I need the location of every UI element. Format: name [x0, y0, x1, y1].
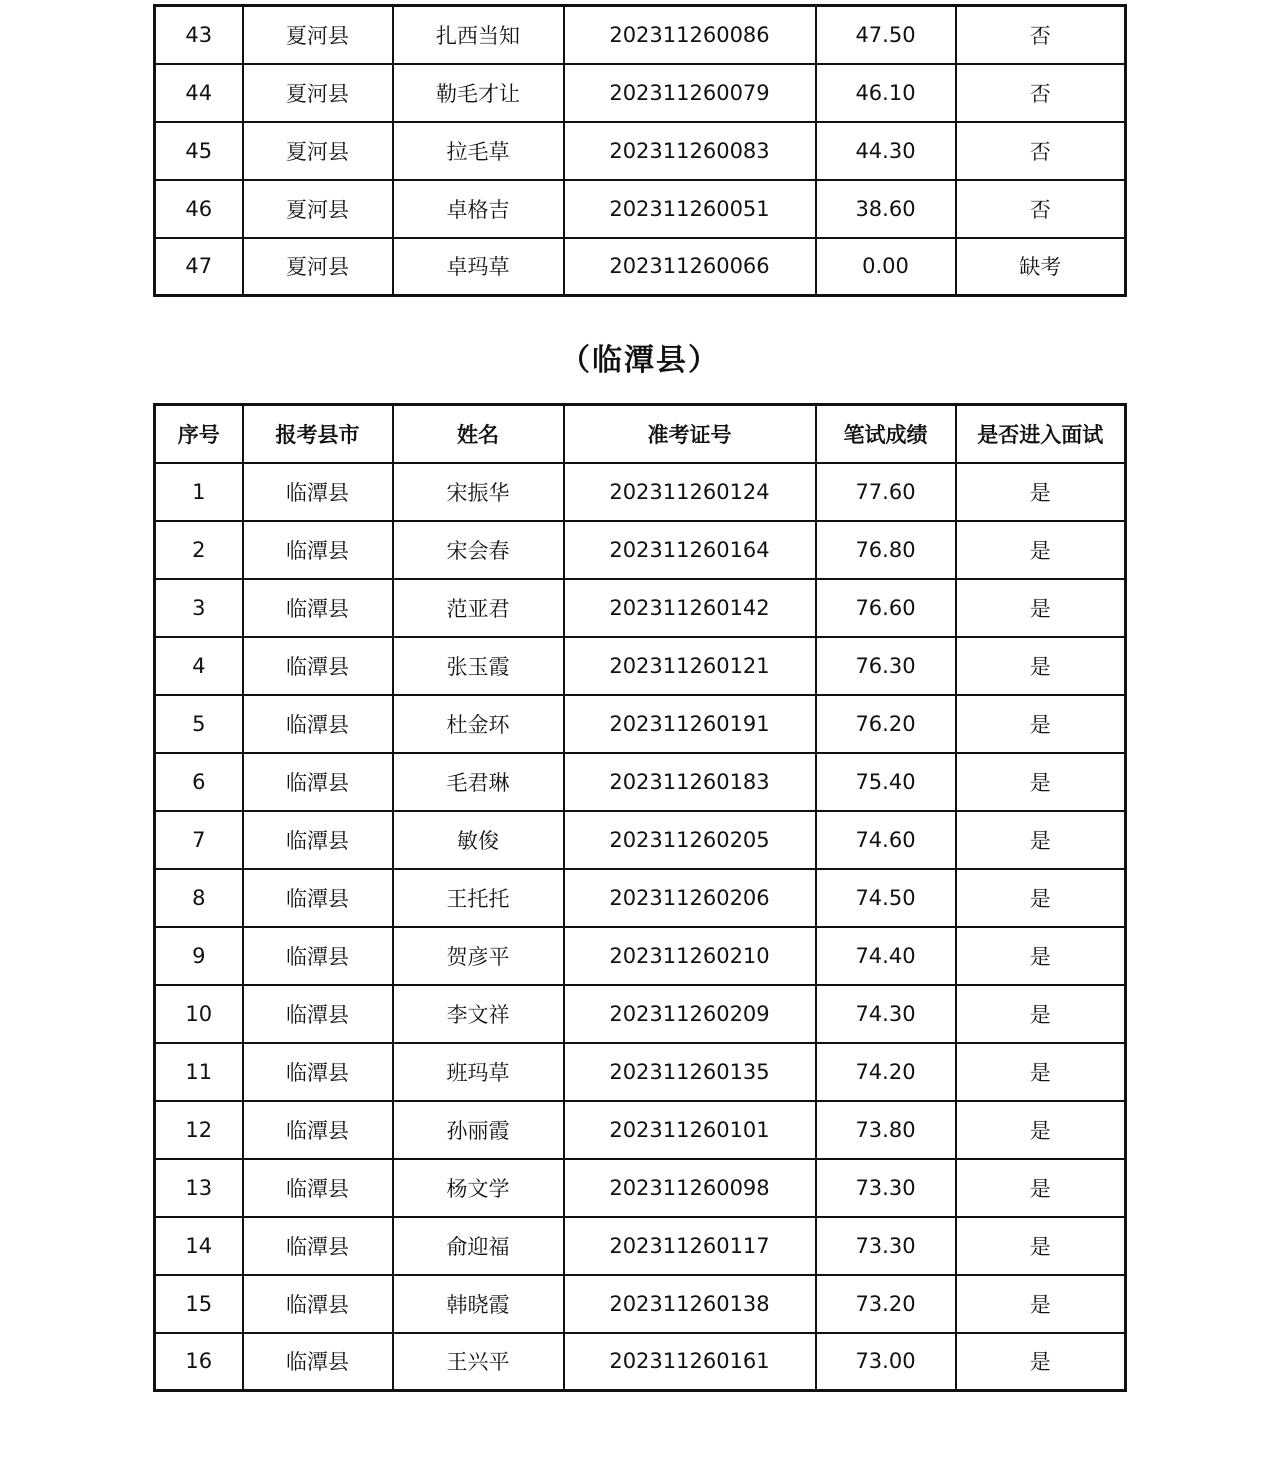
cell-score: 76.80 — [816, 521, 956, 579]
cell-name: 扎西当知 — [393, 6, 564, 64]
cell-county: 夏河县 — [243, 180, 393, 238]
cell-interview: 是 — [956, 1217, 1126, 1275]
cell-interview: 否 — [956, 180, 1126, 238]
cell-interview: 是 — [956, 1043, 1126, 1101]
table-row — [155, 695, 1126, 753]
cell-county: 临潭县 — [243, 1043, 393, 1101]
cell-name: 王兴平 — [393, 1333, 564, 1391]
cell-no: 4 — [155, 637, 243, 695]
cell-score: 76.20 — [816, 695, 956, 753]
cell-name: 勒毛才让 — [393, 64, 564, 122]
cell-exam-id: 202311260138 — [564, 1275, 816, 1333]
cell-exam-id: 202311260161 — [564, 1333, 816, 1391]
cell-county: 临潭县 — [243, 1159, 393, 1217]
cell-exam-id: 202311260083 — [564, 122, 816, 180]
cell-exam-id: 202311260205 — [564, 811, 816, 869]
cell-no: 5 — [155, 695, 243, 753]
cell-exam-id: 202311260183 — [564, 753, 816, 811]
table-row — [155, 6, 1126, 64]
cell-interview: 是 — [956, 1275, 1126, 1333]
cell-name: 宋振华 — [393, 463, 564, 521]
header-score: 笔试成绩 — [816, 405, 956, 463]
cell-no: 9 — [155, 927, 243, 985]
cell-name: 李文祥 — [393, 985, 564, 1043]
cell-score: 74.60 — [816, 811, 956, 869]
cell-interview: 是 — [956, 985, 1126, 1043]
table-row — [155, 180, 1126, 238]
cell-name: 孙丽霞 — [393, 1101, 564, 1159]
score-table-lintan-body — [155, 463, 1126, 1391]
cell-county: 临潭县 — [243, 521, 393, 579]
cell-no: 46 — [155, 180, 243, 238]
cell-no: 7 — [155, 811, 243, 869]
cell-no: 12 — [155, 1101, 243, 1159]
cell-no: 43 — [155, 6, 243, 64]
cell-name: 毛君琳 — [393, 753, 564, 811]
cell-interview: 否 — [956, 64, 1126, 122]
cell-county: 临潭县 — [243, 753, 393, 811]
cell-interview: 是 — [956, 753, 1126, 811]
cell-name: 杜金环 — [393, 695, 564, 753]
table-row — [155, 1159, 1126, 1217]
cell-interview: 缺考 — [956, 238, 1126, 296]
cell-exam-id: 202311260051 — [564, 180, 816, 238]
cell-no: 44 — [155, 64, 243, 122]
cell-exam-id: 202311260079 — [564, 64, 816, 122]
cell-name: 卓格吉 — [393, 180, 564, 238]
cell-score: 74.50 — [816, 869, 956, 927]
cell-county: 临潭县 — [243, 927, 393, 985]
cell-no: 6 — [155, 753, 243, 811]
cell-exam-id: 202311260191 — [564, 695, 816, 753]
cell-no: 10 — [155, 985, 243, 1043]
header-interview: 是否进入面试 — [956, 405, 1126, 463]
cell-name: 张玉霞 — [393, 637, 564, 695]
score-table-lintan — [153, 403, 1127, 1392]
cell-exam-id: 202311260098 — [564, 1159, 816, 1217]
cell-name: 拉毛草 — [393, 122, 564, 180]
cell-interview: 否 — [956, 6, 1126, 64]
cell-score: 46.10 — [816, 64, 956, 122]
table-row — [155, 1043, 1126, 1101]
cell-interview: 是 — [956, 1333, 1126, 1391]
table-row — [155, 985, 1126, 1043]
cell-score: 76.60 — [816, 579, 956, 637]
cell-county: 临潭县 — [243, 1275, 393, 1333]
cell-no: 3 — [155, 579, 243, 637]
cell-exam-id: 202311260210 — [564, 927, 816, 985]
cell-no: 15 — [155, 1275, 243, 1333]
cell-no: 14 — [155, 1217, 243, 1275]
table-row — [155, 1217, 1126, 1275]
table-row — [155, 579, 1126, 637]
cell-county: 临潭县 — [243, 463, 393, 521]
cell-no: 8 — [155, 869, 243, 927]
cell-county: 临潭县 — [243, 1101, 393, 1159]
cell-score: 74.40 — [816, 927, 956, 985]
cell-score: 73.80 — [816, 1101, 956, 1159]
score-table-xiahe-body — [155, 6, 1126, 296]
cell-score: 73.20 — [816, 1275, 956, 1333]
table-row — [155, 811, 1126, 869]
header-exam-id: 准考证号 — [564, 405, 816, 463]
cell-county: 临潭县 — [243, 579, 393, 637]
cell-score: 74.20 — [816, 1043, 956, 1101]
cell-exam-id: 202311260086 — [564, 6, 816, 64]
cell-county: 临潭县 — [243, 1333, 393, 1391]
cell-county: 临潭县 — [243, 985, 393, 1043]
table-row — [155, 637, 1126, 695]
cell-county: 夏河县 — [243, 64, 393, 122]
cell-interview: 是 — [956, 869, 1126, 927]
cell-interview: 是 — [956, 463, 1126, 521]
cell-no: 45 — [155, 122, 243, 180]
header-name: 姓名 — [393, 405, 564, 463]
cell-county: 临潭县 — [243, 1217, 393, 1275]
cell-no: 11 — [155, 1043, 243, 1101]
cell-county: 夏河县 — [243, 6, 393, 64]
cell-score: 47.50 — [816, 6, 956, 64]
cell-interview: 否 — [956, 122, 1126, 180]
table-row — [155, 122, 1126, 180]
cell-no: 2 — [155, 521, 243, 579]
cell-no: 16 — [155, 1333, 243, 1391]
cell-name: 宋会春 — [393, 521, 564, 579]
cell-no: 47 — [155, 238, 243, 296]
table-row — [155, 521, 1126, 579]
cell-interview: 是 — [956, 695, 1126, 753]
cell-score: 73.30 — [816, 1159, 956, 1217]
cell-name: 杨文学 — [393, 1159, 564, 1217]
cell-name: 俞迎福 — [393, 1217, 564, 1275]
table-row — [155, 1275, 1126, 1333]
table-row — [155, 869, 1126, 927]
cell-interview: 是 — [956, 579, 1126, 637]
cell-exam-id: 202311260209 — [564, 985, 816, 1043]
cell-county: 夏河县 — [243, 238, 393, 296]
table-row — [155, 238, 1126, 296]
cell-exam-id: 202311260135 — [564, 1043, 816, 1101]
cell-interview: 是 — [956, 1101, 1126, 1159]
cell-score: 44.30 — [816, 122, 956, 180]
cell-exam-id: 202311260117 — [564, 1217, 816, 1275]
cell-score: 76.30 — [816, 637, 956, 695]
cell-county: 临潭县 — [243, 695, 393, 753]
cell-exam-id: 202311260206 — [564, 869, 816, 927]
header-county: 报考县市 — [243, 405, 393, 463]
cell-county: 临潭县 — [243, 869, 393, 927]
cell-exam-id: 202311260142 — [564, 579, 816, 637]
table-row — [155, 753, 1126, 811]
cell-name: 班玛草 — [393, 1043, 564, 1101]
cell-score: 73.00 — [816, 1333, 956, 1391]
cell-interview: 是 — [956, 927, 1126, 985]
header-no: 序号 — [155, 405, 243, 463]
section-title: （临潭县） — [560, 343, 720, 378]
table-row — [155, 463, 1126, 521]
cell-exam-id: 202311260164 — [564, 521, 816, 579]
table-row — [155, 1333, 1126, 1391]
cell-score: 38.60 — [816, 180, 956, 238]
table-row — [155, 927, 1126, 985]
score-table-xiahe — [153, 4, 1127, 297]
cell-exam-id: 202311260101 — [564, 1101, 816, 1159]
cell-name: 韩晓霞 — [393, 1275, 564, 1333]
cell-interview: 是 — [956, 521, 1126, 579]
cell-name: 敏俊 — [393, 811, 564, 869]
cell-no: 1 — [155, 463, 243, 521]
cell-name: 卓玛草 — [393, 238, 564, 296]
cell-no: 13 — [155, 1159, 243, 1217]
cell-name: 范亚君 — [393, 579, 564, 637]
cell-exam-id: 202311260066 — [564, 238, 816, 296]
cell-score: 75.40 — [816, 753, 956, 811]
table-row — [155, 64, 1126, 122]
cell-interview: 是 — [956, 1159, 1126, 1217]
cell-score: 77.60 — [816, 463, 956, 521]
cell-interview: 是 — [956, 637, 1126, 695]
table-header-row — [155, 405, 1126, 463]
cell-score: 73.30 — [816, 1217, 956, 1275]
cell-name: 王托托 — [393, 869, 564, 927]
cell-exam-id: 202311260124 — [564, 463, 816, 521]
cell-score: 74.30 — [816, 985, 956, 1043]
cell-interview: 是 — [956, 811, 1126, 869]
table-row — [155, 1101, 1126, 1159]
cell-county: 夏河县 — [243, 122, 393, 180]
cell-name: 贺彦平 — [393, 927, 564, 985]
cell-score: 0.00 — [816, 238, 956, 296]
cell-county: 临潭县 — [243, 637, 393, 695]
cell-county: 临潭县 — [243, 811, 393, 869]
cell-exam-id: 202311260121 — [564, 637, 816, 695]
